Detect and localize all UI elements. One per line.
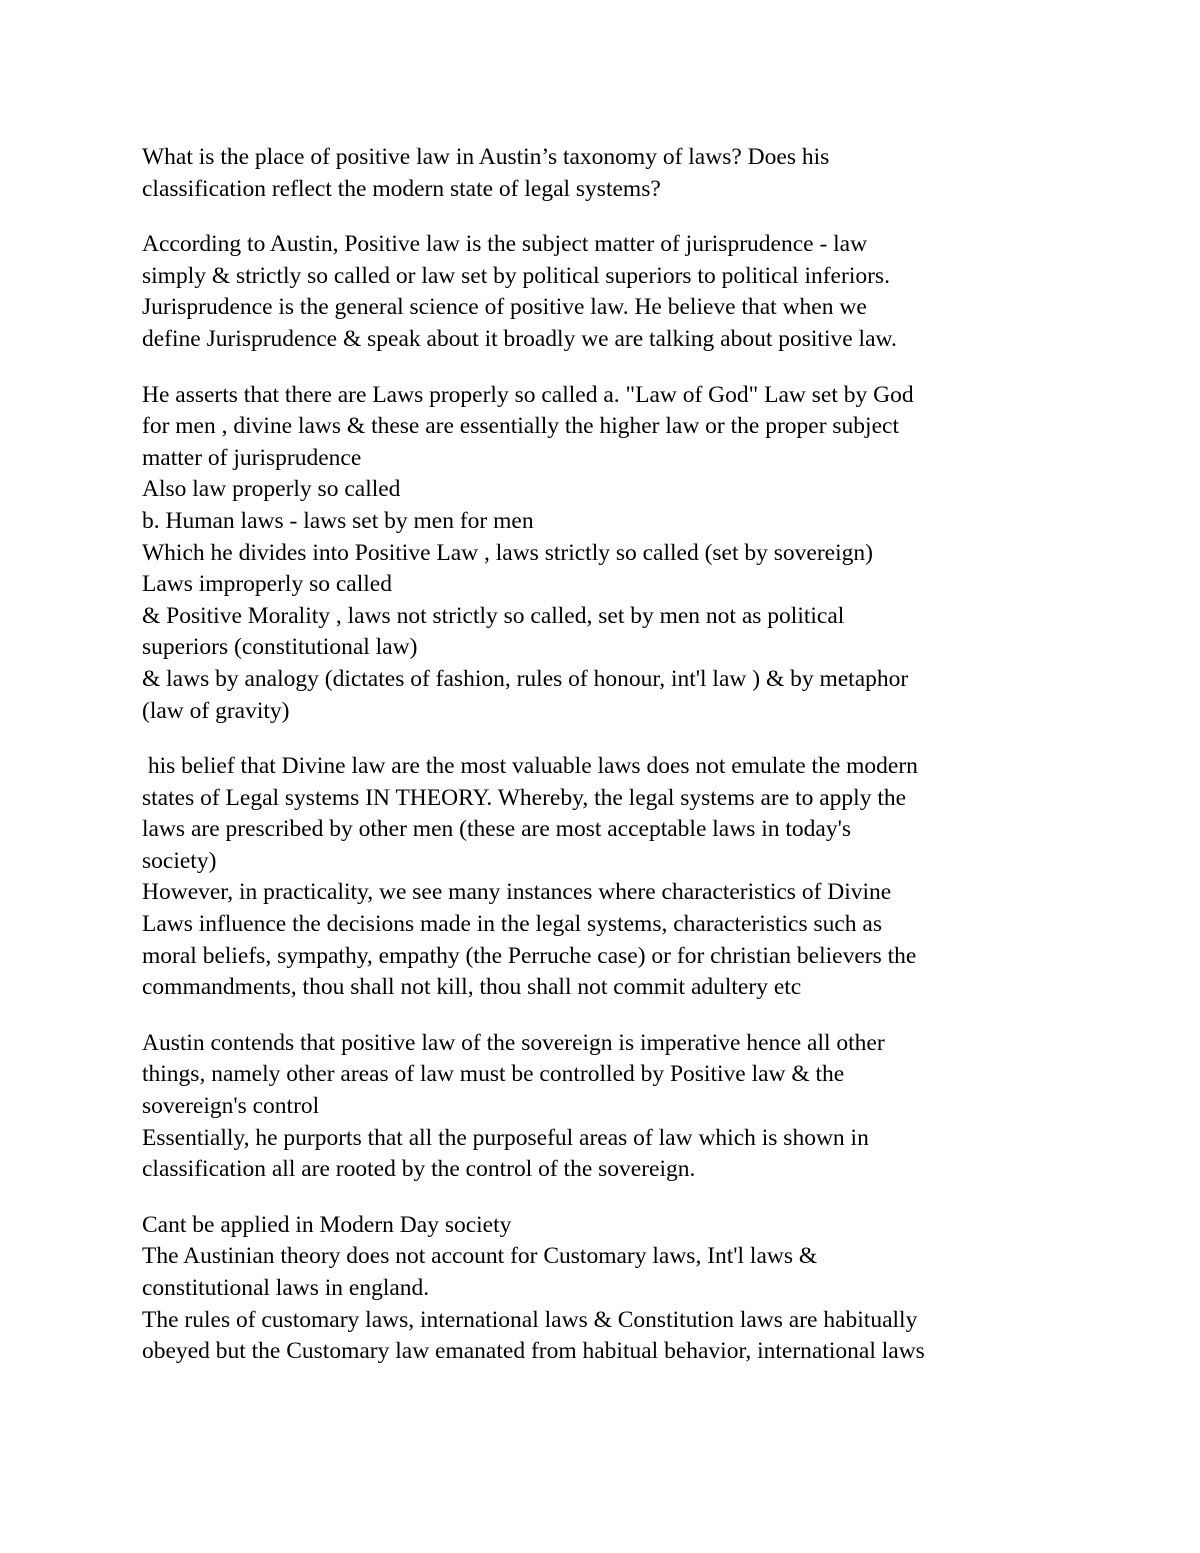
text-line: states of Legal systems IN THEORY. Whereby, the legal systems are to apply the [142,784,907,811]
text-line: superiors (constitutional law) [142,634,418,661]
text-line: The rules of customary laws, international laws & Constitution laws are habitually [142,1306,918,1333]
text-line: commandments, thou shall not kill, thou shall not commit adultery etc [142,974,802,1001]
text-line: laws are prescribed by other men (these are most acceptable laws in today's [142,816,851,843]
text-line: society) [142,847,217,874]
text-line: Which he divides into Positive Law , laws strictly so called (set by sovereign) [142,539,873,566]
text-line: Jurisprudence is the general science of positive law. He believe that when we [142,294,867,321]
text-line: moral beliefs, sympathy, empathy (the Perruche case) or for christian believers the [142,942,917,969]
text-line: (law of gravity) [142,697,290,724]
text-line: classification all are rooted by the control of the sovereign. [142,1156,696,1183]
text-line: & Positive Morality , laws not strictly so called, set by men not as political [142,602,845,629]
text-line: What is the place of positive law in Austin’s taxonomy of laws? Does his [142,144,830,170]
text-line: Cant be applied in Modern Day society [142,1211,512,1238]
text-line: & laws by analogy (dictates of fashion, rules of honour, int'l law ) & by metaphor [142,665,909,692]
question-paragraph [142,142,1072,205]
body-paragraph [142,1210,1072,1368]
document-body [142,142,1072,1392]
body-paragraph [142,380,1072,728]
text-line: Also law properly so called [142,476,401,503]
text-line: things, namely other areas of law must be controlled by Positive law & the [142,1061,845,1088]
text-line: simply & strictly so called or law set by political superiors to political inferiors. [142,262,890,289]
text-line: b. Human laws - laws set by men for men [142,507,534,534]
text-line: However, in practicality, we see many instances where characteristics of Divine [142,879,892,906]
text-line: The Austinian theory does not account for Customary laws, Int'l laws & [142,1243,818,1270]
body-paragraph [142,229,1072,355]
text-line: obeyed but the Customary law emanated from habitual behavior, international laws [142,1338,925,1365]
text-line: classification reflect the modern state of legal systems? [142,175,661,202]
text-line: constitutional laws in england. [142,1275,430,1301]
text-line: sovereign's control [142,1093,320,1120]
body-paragraph [142,751,1072,1004]
text-line: Laws influence the decisions made in the legal systems, characteristics such as [142,911,883,938]
text-line: matter of jurisprudence [142,444,362,471]
text-line: He asserts that there are Laws properly so called a. "Law of God" Law set by God [142,381,914,408]
body-paragraph [142,1028,1072,1186]
text-line: his belief that Divine law are the most valuable laws does not emulate the modern [142,753,918,780]
text-line: Laws improperly so called [142,571,392,598]
text-line: Austin contends that positive law of the sovereign is imperative hence all other [142,1029,885,1056]
text-line: According to Austin, Positive law is the subject matter of jurisprudence - law [142,231,868,258]
text-line: for men , divine laws & these are essentially the higher law or the proper subject [142,413,899,440]
text-line: define Jurisprudence & speak about it broadly we are talking about positive law. [142,325,897,352]
text-line: Essentially, he purports that all the purposeful areas of law which is shown in [142,1124,869,1151]
